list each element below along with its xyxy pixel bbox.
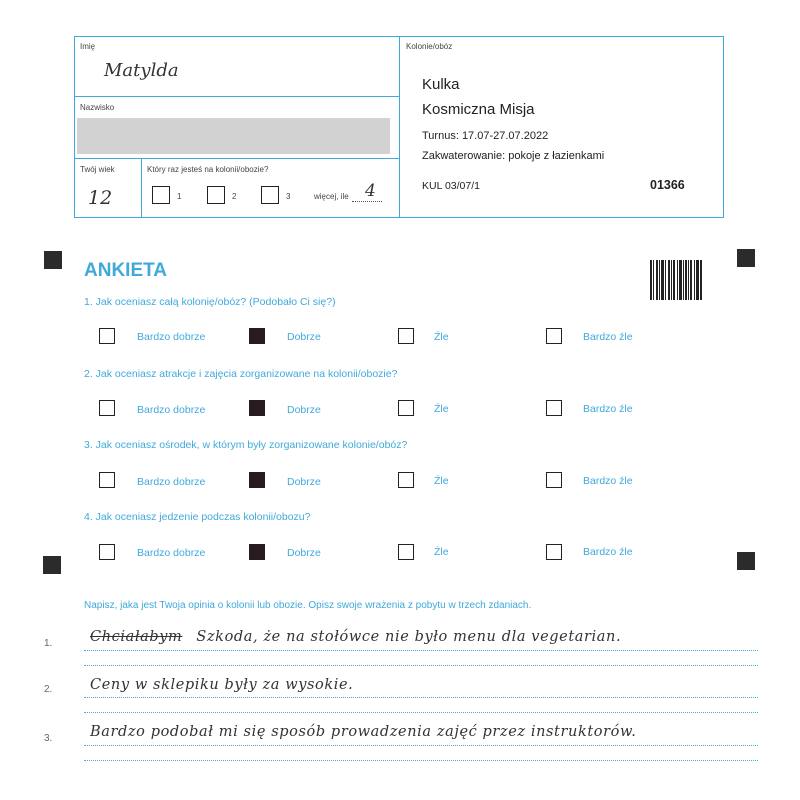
survey-title: ANKIETA xyxy=(84,260,168,281)
camp-code: KUL 03/07/1 xyxy=(422,180,480,192)
q2-option-bardzo-dobrze-checkbox[interactable] xyxy=(99,400,115,416)
q2-option-bardzo-dobrze-label: Bardzo dobrze xyxy=(137,404,206,416)
name-label: Imię xyxy=(80,42,96,51)
registration-marker-top-left xyxy=(44,251,62,269)
registration-marker-bottom-right xyxy=(737,552,755,570)
q3-option-dobrze-label: Dobrze xyxy=(287,476,321,488)
accommodation-text: Zakwaterowanie: pokoje z łazienkami xyxy=(422,150,605,162)
times-option-3: 3 xyxy=(286,192,291,201)
times-option-1: 1 xyxy=(177,192,182,201)
opinion-line-number-1: 1. xyxy=(44,638,53,649)
opinion-answer-2[interactable]: Ceny w sklepiku były za wysokie. xyxy=(90,677,354,693)
times-checkbox-2[interactable] xyxy=(207,186,225,204)
surname-label: Nazwisko xyxy=(80,103,115,112)
more-label: więcej, ile xyxy=(314,192,349,201)
registration-marker-top-right xyxy=(737,249,755,267)
header-divider xyxy=(399,36,400,217)
opinion-answer-1-text: Szkoda, że na stołówce nie było menu dla vegetarian. xyxy=(196,629,622,645)
q2-option-bardzo-zle-label: Bardzo źle xyxy=(583,403,633,415)
q2-option-dobrze-label: Dobrze xyxy=(287,404,321,416)
camp-label: Kolonie/obóz xyxy=(406,42,453,51)
surname-redacted xyxy=(77,118,390,154)
opinion-line-1b xyxy=(84,665,758,666)
q1-option-bardzo-zle-label: Bardzo źle xyxy=(583,331,633,343)
opinion-answer-1[interactable] xyxy=(90,629,621,645)
camp-name: Kulka xyxy=(422,76,460,93)
q3-option-bardzo-zle-checkbox[interactable] xyxy=(546,472,562,488)
question-4: 4. Jak oceniasz jedzenie podczas kolonii/obozu? xyxy=(84,511,311,523)
q1-option-bardzo-dobrze-label: Bardzo dobrze xyxy=(137,331,206,343)
q4-option-bardzo-dobrze-checkbox[interactable] xyxy=(99,544,115,560)
q3-option-zle-label: Źle xyxy=(434,475,449,487)
opinion-line-3b xyxy=(84,760,758,761)
question-2: 2. Jak oceniasz atrakcje i zajęcia zorganizowane na kolonii/obozie? xyxy=(84,368,398,380)
q2-option-zle-label: Źle xyxy=(434,403,449,415)
barcode xyxy=(650,260,702,300)
q3-option-bardzo-dobrze-checkbox[interactable] xyxy=(99,472,115,488)
opinion-answer-1-struck: Chciałabym xyxy=(90,629,183,645)
q4-option-zle-label: Źle xyxy=(434,546,449,558)
opinion-line-number-3: 3. xyxy=(44,733,53,744)
times-label: Który raz jesteś na kolonii/obozie? xyxy=(147,165,269,174)
opinion-line-number-2: 2. xyxy=(44,684,53,695)
q4-option-bardzo-zle-checkbox[interactable] xyxy=(546,544,562,560)
opinion-line-2b xyxy=(84,712,758,713)
age-value[interactable]: 12 xyxy=(88,187,113,209)
times-checkbox-1[interactable] xyxy=(152,186,170,204)
q1-option-dobrze-label: Dobrze xyxy=(287,331,321,343)
q4-option-zle-checkbox[interactable] xyxy=(398,544,414,560)
times-checkbox-3[interactable] xyxy=(261,186,279,204)
q4-option-bardzo-zle-label: Bardzo źle xyxy=(583,546,633,558)
q1-option-bardzo-dobrze-checkbox[interactable] xyxy=(99,328,115,344)
surname-divider xyxy=(74,158,400,159)
form-number: 01366 xyxy=(650,178,685,192)
q1-option-zle-label: Źle xyxy=(434,331,449,343)
more-value[interactable]: 4 xyxy=(365,181,376,201)
q3-option-bardzo-zle-label: Bardzo źle xyxy=(583,475,633,487)
opinion-answer-3[interactable]: Bardzo podobał mi się sposób prowadzenia zajęć przez instruktorów. xyxy=(90,724,637,740)
q1-option-zle-checkbox[interactable] xyxy=(398,328,414,344)
name-value[interactable]: Matylda xyxy=(104,60,179,81)
q4-option-dobrze-checkbox[interactable] xyxy=(249,544,265,560)
name-divider xyxy=(74,96,400,97)
q3-option-zle-checkbox[interactable] xyxy=(398,472,414,488)
q3-option-dobrze-checkbox[interactable] xyxy=(249,472,265,488)
q4-option-dobrze-label: Dobrze xyxy=(287,547,321,559)
more-dotted-line xyxy=(352,201,382,202)
age-divider xyxy=(141,158,142,217)
q2-option-dobrze-checkbox[interactable] xyxy=(249,400,265,416)
times-option-2: 2 xyxy=(232,192,237,201)
opinion-prompt: Napisz, jaka jest Twoja opinia o kolonii lub obozie. Opisz swoje wrażenia z pobytu w trzech zdaniach. xyxy=(84,600,532,611)
registration-marker-bottom-left xyxy=(43,556,61,574)
question-1: 1. Jak oceniasz całą kolonię/obóz? (Podobało Ci się?) xyxy=(84,296,336,308)
question-3: 3. Jak oceniasz ośrodek, w którym były zorganizowane kolonie/obóz? xyxy=(84,439,408,451)
opinion-line-2a xyxy=(84,697,758,698)
q4-option-bardzo-dobrze-label: Bardzo dobrze xyxy=(137,547,206,559)
q2-option-bardzo-zle-checkbox[interactable] xyxy=(546,400,562,416)
q3-option-bardzo-dobrze-label: Bardzo dobrze xyxy=(137,476,206,488)
q1-option-bardzo-zle-checkbox[interactable] xyxy=(546,328,562,344)
opinion-line-3a xyxy=(84,745,758,746)
q1-option-dobrze-checkbox[interactable] xyxy=(249,328,265,344)
q2-option-zle-checkbox[interactable] xyxy=(398,400,414,416)
camp-program: Kosmiczna Misja xyxy=(422,101,535,118)
turnus-text: Turnus: 17.07-27.07.2022 xyxy=(422,130,549,142)
opinion-line-1a xyxy=(84,650,758,651)
age-label: Twój wiek xyxy=(80,165,115,174)
